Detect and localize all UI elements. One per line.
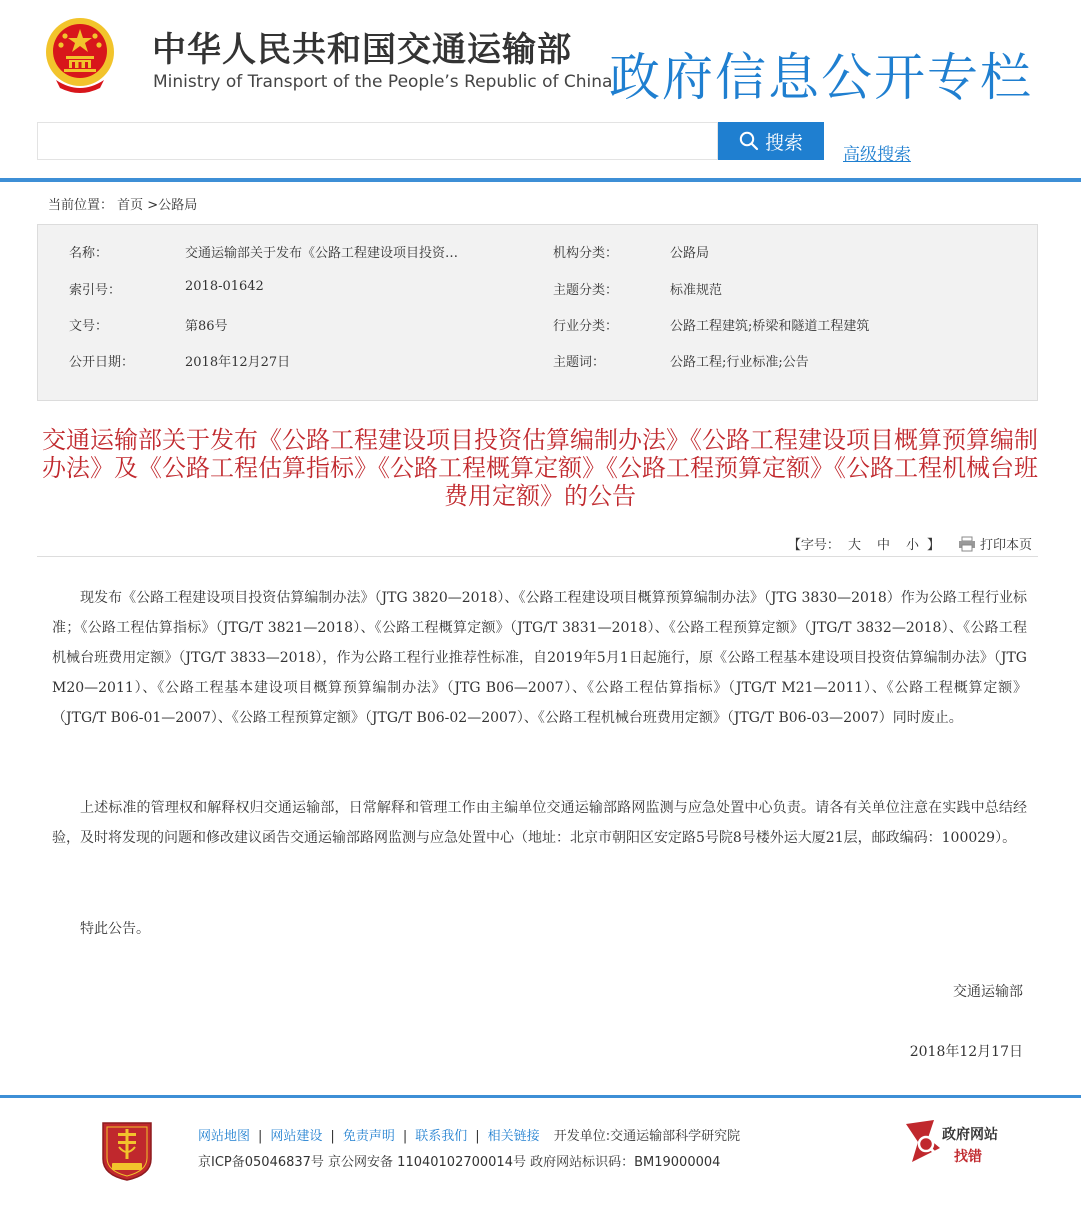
signature-date: 2018年12月17日 [909,1044,1023,1060]
gov-site-error-report-badge[interactable] [904,1118,1014,1166]
document-info-panel [37,224,1038,401]
print-page-link[interactable] [958,534,1032,553]
footer-divider [0,1095,1081,1098]
breadcrumb [48,194,197,213]
topic-value: 标准规范 [670,283,723,298]
date-value: 2018年12月27日 [185,355,291,370]
badge-title: 政府网站 [942,1127,998,1143]
advanced-search-link[interactable]: 高级搜索 [843,145,911,165]
keywords-label: 主题词： [553,355,606,370]
footer-link-site-build[interactable]: 网站建设 [270,1129,323,1144]
body-paragraph-1: 现发布《公路工程建设项目投资估算编制办法》（JTG 3820—2018）、《公路工程建设项目概算预算编制办法》（JTG 3830—2018）作为公路工程行业标准；《公路工程估算指标》（JTG/T 3821—2018）、《公路工程概算定额》（JTG/T 3831—2018）、《公路工程预算定额》（JTG/T 3832—2018）、《公路工程机械台班费用定额》（JTG/T 3833—2018），作为公路工程行业推荐性标准，自2019年5月1日起施行，原《公路工程基本建设项目投资估算编制办法》（JTG M20—2011）、《公路工程基本建设项目概算预算编制办法》（JTG B06—2007）、《公路工程估算指标》（JTG/T M21—2011）、《公路工程概算定额》（JTG/T B06-01—2007）、《公路工程预算定额》（JTG/T B06-02—2007）、《公路工程机械台班费用定额》（JTG/T B06-03—2007）同时废止。 [52,590,1027,726]
signature: 交通运输部 [953,984,1023,1000]
font-size-large-button[interactable]: 大 [847,538,861,553]
name-value: 交通运输部关于发布《公路工程建设项目投资… [185,246,459,261]
site-name-en: Ministry of Transport of the People’s Republic of China [153,72,613,92]
search-button[interactable] [718,122,824,160]
footer-link-disclaimer[interactable]: 免责声明 [342,1129,395,1144]
breadcrumb-prefix: 当前位置： [48,198,114,213]
breadcrumb-separator: > [143,198,159,213]
printer-icon [958,536,976,552]
header-divider [0,178,1081,182]
index-label: 索引号： [69,283,122,298]
date-label: 公开日期： [69,355,135,370]
site-name-cn: 中华人民共和国交通运输部 [152,30,572,70]
breadcrumb-home-link[interactable]: 首页 [117,198,144,213]
search-input[interactable] [37,122,718,160]
org-label: 机构分类： [553,246,619,261]
section-title: 政府信息公开专栏 [609,49,1034,108]
org-value: 公路局 [670,246,710,261]
document-title: 交通运输部关于发布《公路工程建设项目投资估算编制办法》《公路工程建设项目概算预算编制办法》及《公路工程估算指标》《公路工程概算定额》《公路工程预算定额》《公路工程机械台班费用定额》的公告 [42,426,1038,510]
error-report-icon [904,1118,944,1166]
badge-subtitle: 找错 [954,1149,982,1165]
font-size-label: 【字号： [787,538,840,553]
body-paragraph-2: 上述标准的管理权和解释权归交通运输部，日常解释和管理工作由主编单位交通运输部路网监测与应急处置中心负责。请各有关单位注意在实践中总结经验，及时将发现的问题和修改建议函告交通运输部路网监测与应急处置中心（地址：北京市朝阳区安定路5号院8号楼外运大厦21层，邮政编码：100029）。 [52,800,1027,846]
docno-label: 文号： [69,319,109,334]
search-icon [739,131,759,151]
topic-label: 主题分类： [553,283,619,298]
font-size-control [788,534,940,553]
search-button-label: 搜索 [764,131,803,154]
party-organ-logo-icon [99,1117,155,1181]
industry-label: 行业分类： [553,319,619,334]
name-label: 名称： [69,246,109,261]
keywords-value: 公路工程;行业标准;公告 [670,355,809,370]
breadcrumb-current-link[interactable]: 公路局 [158,198,198,213]
font-size-close: 】 [926,538,940,553]
docno-value: 第86号 [185,319,228,334]
footer-link-contact[interactable]: 联系我们 [415,1129,468,1144]
font-size-small-button[interactable]: 小 [905,538,919,553]
footer-links: 网站地图 | 网站建设 | 免责声明 | 联系我们 | 相关链接 开发单位:交通运输部科学研究院 [198,1129,741,1144]
index-value: 2018-01642 [185,279,264,294]
footer-link-sitemap[interactable]: 网站地图 [198,1129,251,1144]
body-paragraph-3: 特此公告。 [80,921,150,937]
footer-developer: 开发单位:交通运输部科学研究院 [553,1129,741,1144]
print-page-label: 打印本页 [979,538,1032,553]
article-tools-bar [37,530,1038,557]
font-size-medium-button[interactable]: 中 [876,538,890,553]
industry-value: 公路工程建筑;桥梁和隧道工程建筑 [670,319,870,334]
footer-icp: 京ICP备05046837号 京公网安备 11040102700014号 政府网站标识码：BM19000004 [198,1155,721,1170]
national-emblem-icon [42,14,118,96]
footer-link-related[interactable]: 相关链接 [487,1129,540,1144]
